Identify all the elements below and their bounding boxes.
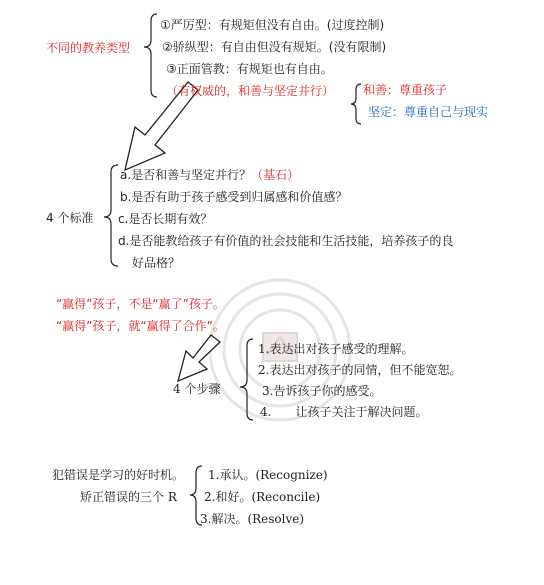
kind-note: 和善：尊重孩子 <box>363 83 448 97</box>
standard-item: 好品格？ <box>132 256 181 270</box>
standard-item: c.是否长期有效？ <box>118 212 213 226</box>
parenting-types-label: 不同的教养类型 <box>46 41 131 55</box>
r-item: 3.解决。(Resolve) <box>200 512 305 526</box>
parenting-item: ③正面管教：有规矩也有自由。 <box>166 62 333 76</box>
step-item: 4. 让孩子关注于解决问题。 <box>260 405 428 419</box>
standard-a-text: a.是否和善与坚定并行？（基石） <box>120 168 300 182</box>
mistakes-line: 犯错误是学习的好时机。 <box>52 468 185 482</box>
steps-label: 4 个步骤 <box>173 382 221 396</box>
bracket-steps <box>240 339 253 420</box>
parenting-item: ①严厉型：有规矩但没有自由。(过度控制) <box>160 18 385 32</box>
three-r-label: 矫正错误的三个 R <box>80 490 177 504</box>
r-item: 1.承认。(Recognize) <box>208 468 328 482</box>
step-item: 1.表达出对孩子感受的理解。 <box>258 342 414 356</box>
firm-note: 坚定：尊重自己与现实 <box>368 105 489 119</box>
step-item: 3.告诉孩子你的感受。 <box>262 384 382 398</box>
bracket-kind-firm <box>351 84 361 124</box>
win-line-2: “赢得”孩子，就“赢得了合作”。 <box>56 319 225 333</box>
standard-item <box>120 167 299 183</box>
r-item: 2.和好。(Reconcile) <box>204 490 321 504</box>
small-hollow-arrow-icon <box>178 335 220 381</box>
authority-note: （有权威的，和善与坚定并行） <box>166 84 335 98</box>
bracket-parenting <box>144 14 157 97</box>
step-item: 2.表达出对孩子的同情，但不能宽恕。 <box>258 363 462 377</box>
standard-item: d.是否能教给孩子有价值的社会技能和生活技能，培养孩子的良 <box>118 234 454 248</box>
parenting-item: ②骄纵型：有自由但没有规矩。(没有限制) <box>162 40 387 54</box>
win-line-1: “赢得”孩子，不是“赢了”孩子。 <box>56 297 225 311</box>
standards-label: 4 个标准 <box>46 211 94 225</box>
bracket-standards <box>104 165 118 266</box>
standard-item: b.是否有助于孩子感受到归属感和价值感？ <box>120 190 348 204</box>
